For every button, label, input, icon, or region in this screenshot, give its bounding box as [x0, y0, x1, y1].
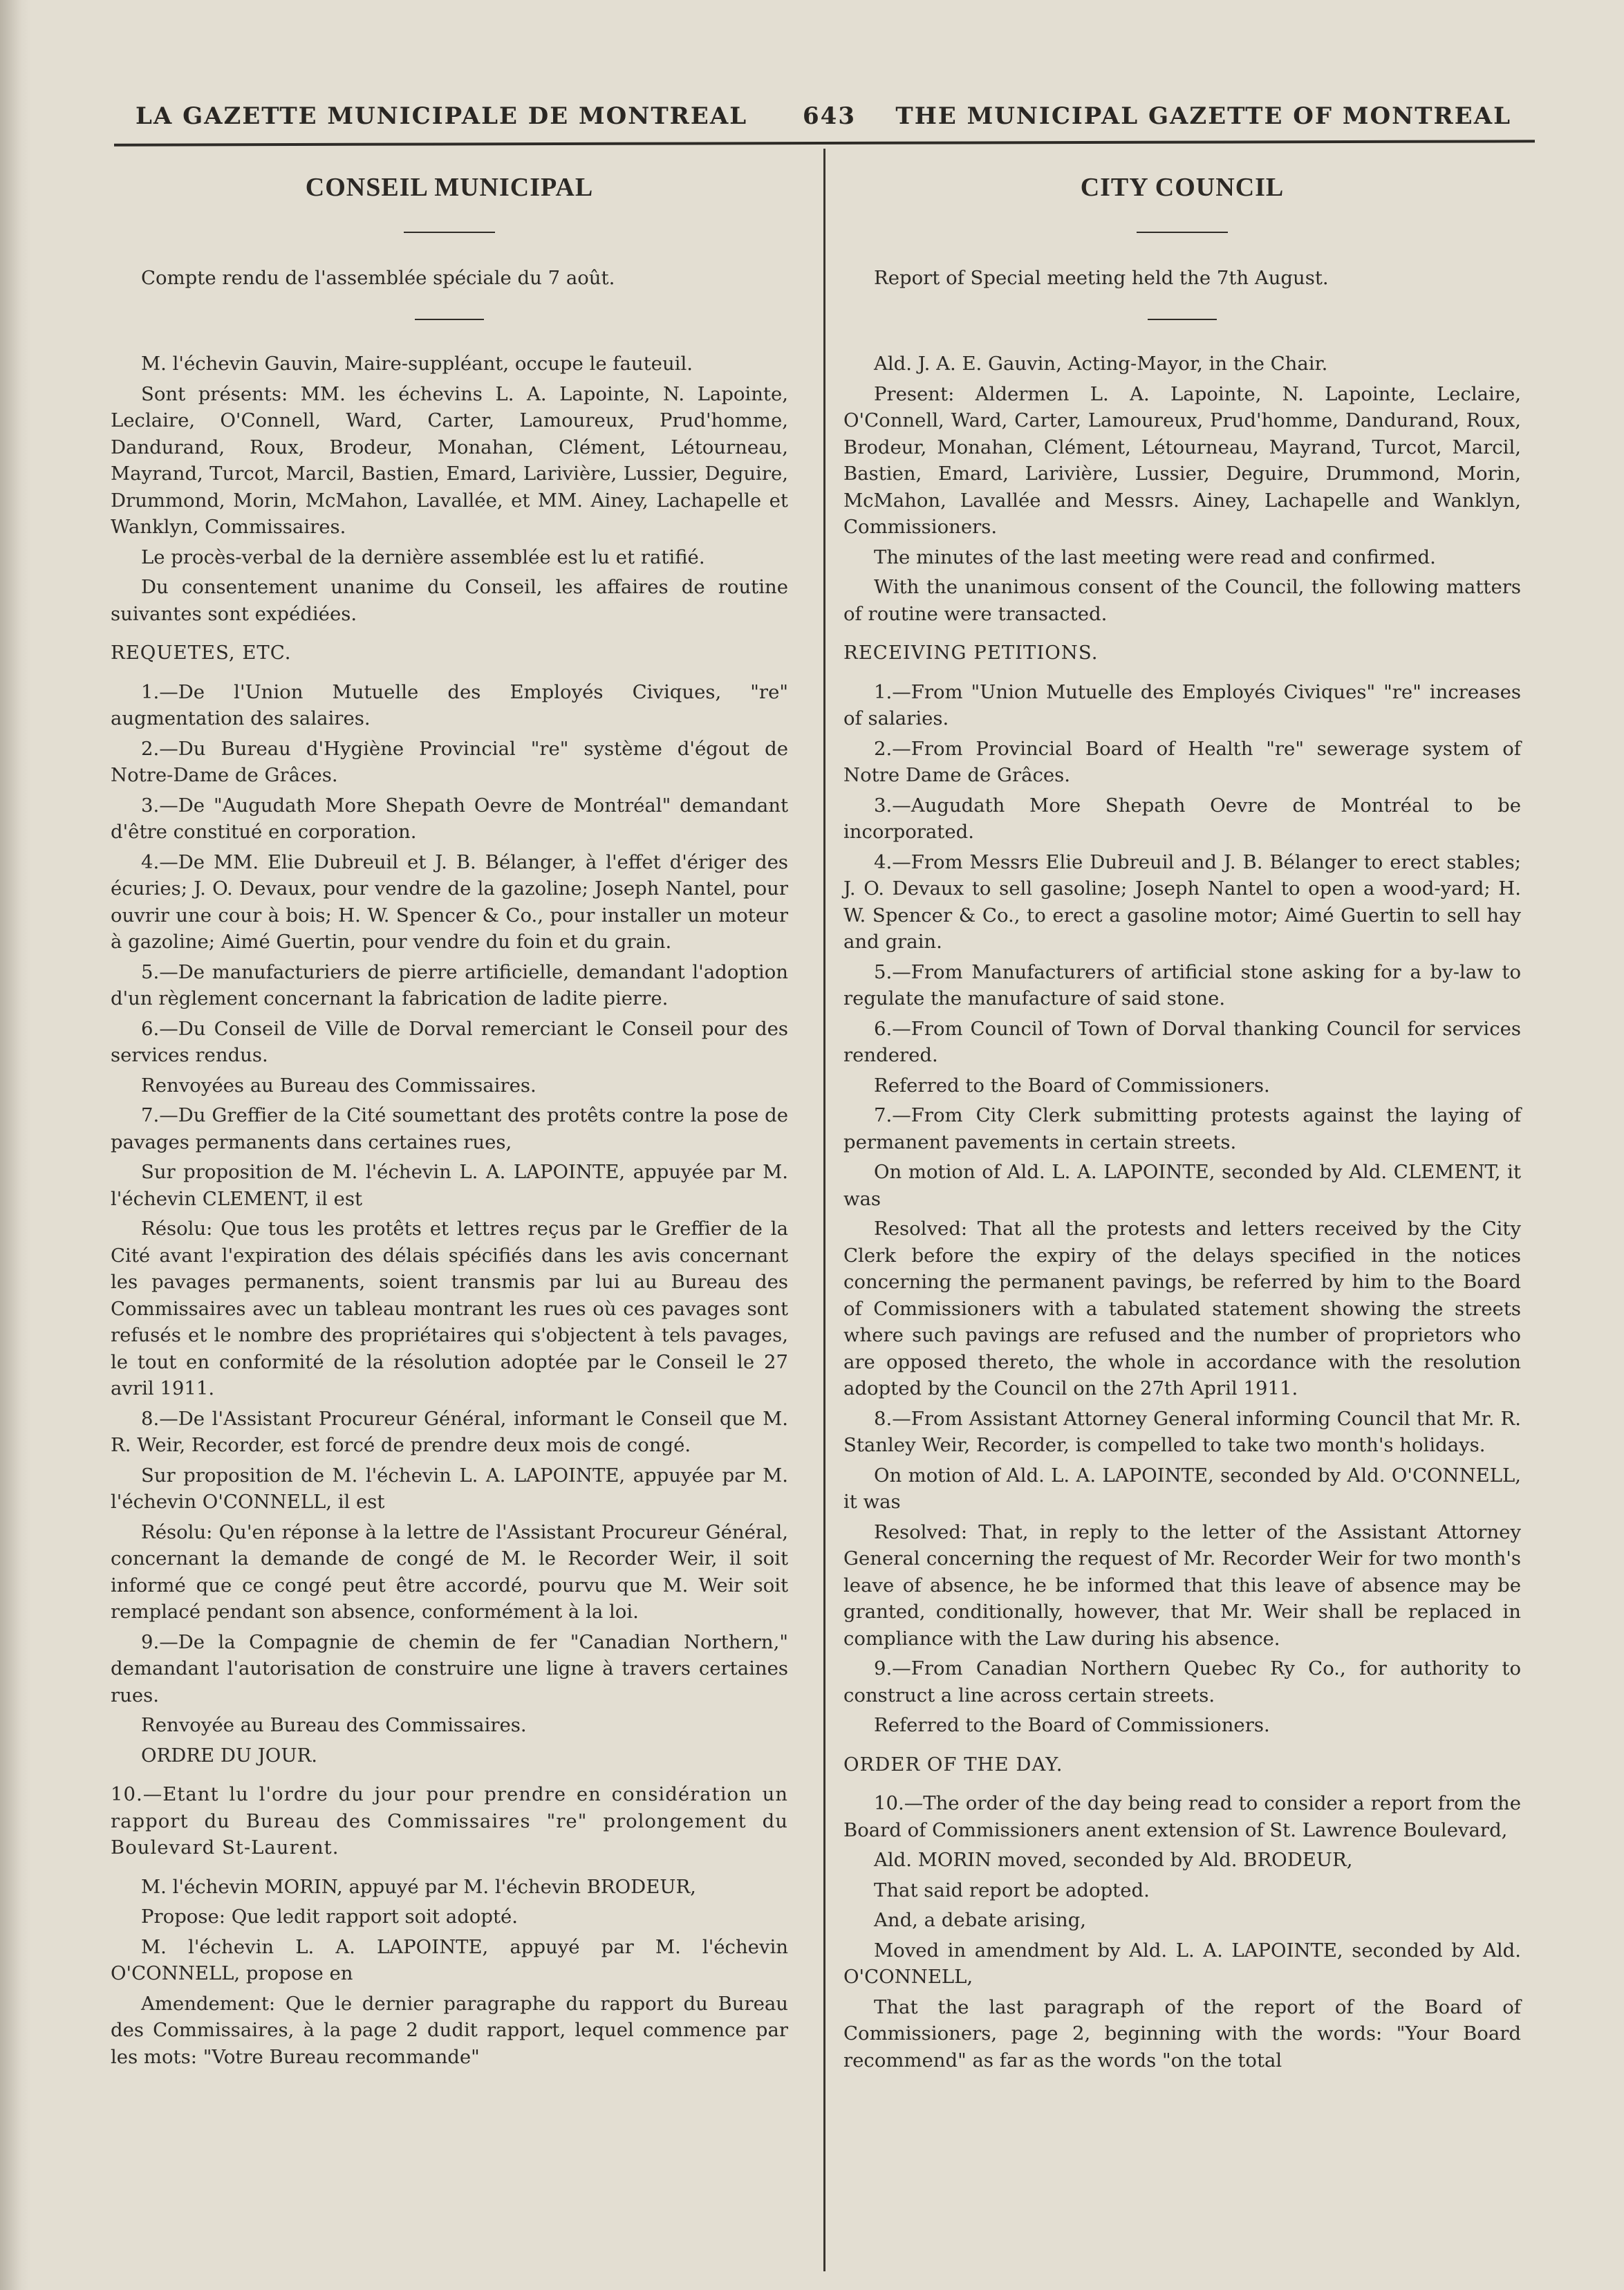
title-dash — [1137, 232, 1228, 233]
paragraph: Sur proposition de M. l'échevin L. A. LAPOINTE, appuyée par M. l'échevin CLEMENT, il est — [111, 1161, 788, 1210]
french-section-title: CONSEIL MUNICIPAL — [305, 173, 594, 202]
paragraph: Renvoyée au Bureau des Commissaires. — [141, 1714, 527, 1736]
page-number: 643 — [803, 102, 856, 130]
paragraph: Ald. MORIN moved, seconded by Ald. BRODEUR, — [874, 1849, 1353, 1871]
paragraph: 3.—De "Augudath More Shepath Oevre de Montréal" demandant d'être constitué en corporation. — [111, 794, 788, 843]
paragraph: Renvoyées au Bureau des Commissaires. — [141, 1074, 536, 1097]
paragraph: 10.—The order of the day being read to consider a report from the Board of Commissioners anent extension of St. Lawrence Boulevard, — [843, 1792, 1521, 1841]
section-heading: REQUETES, ETC. — [111, 642, 292, 664]
paragraph: M. l'échevin L. A. LAPOINTE, appuyé par M. l'échevin O'CONNELL, propose en — [111, 1935, 788, 1984]
paragraph: Resolved: That, in reply to the letter of the Assistant Attorney General concerning the request of Mr. Recorder Weir for two month's leave of absence, he be informed that this leave of absence may be granted, conditionally, however, that Mr. Weir shall be replaced in compliance with the Law during his absence. — [843, 1520, 1521, 1650]
title-dash — [404, 232, 495, 233]
paragraph: Referred to the Board of Commissioners. — [874, 1074, 1270, 1097]
paragraph: Du consentement unanime du Conseil, les affaires de routine suivantes sont expédiées. — [111, 576, 788, 625]
paragraph: That the last paragraph of the report of the Board of Commissioners, page 2, beginning with the words: "Your Board recommend" as far as the words "on the total — [843, 1995, 1521, 2072]
paragraph: 7.—From City Clerk submitting protests against the laying of permanent pavements in certain streets. — [843, 1104, 1521, 1153]
paragraph: 2.—From Provincial Board of Health "re" sewerage system of Notre Dame de Grâces. — [843, 737, 1521, 786]
paragraph: 2.—Du Bureau d'Hygiène Provincial "re" système d'égout de Notre-Dame de Grâces. — [111, 737, 788, 786]
paragraph: 6.—Du Conseil de Ville de Dorval remerciant le Conseil pour des services rendus. — [111, 1017, 788, 1066]
paragraph: 4.—From Messrs Elie Dubreuil and J. B. Bélanger to erect stables; J. O. Devaux to sell gasoline; Joseph Nantel to open a wood-yard; H. W. Spencer & Co., to erect a gasoline motor; Aimé Guertin to sell hay and grain. — [843, 850, 1521, 953]
paragraph: Résolu: Qu'en réponse à la lettre de l'Assistant Procureur Général, concernant la demande de congé de M. le Recorder Weir, il soit informé que ce congé peut être accordé, pourvu que M. Weir soit remplacé pendant son absence, conformément à la loi. — [111, 1520, 788, 1623]
paragraph: Sur proposition de M. l'échevin L. A. LAPOINTE, appuyée par M. l'échevin O'CONNELL, il est — [111, 1464, 788, 1513]
paragraph: 5.—De manufacturiers de pierre artificielle, demandant l'adoption d'un règlement concernant la fabrication de ladite pierre. — [111, 960, 788, 1009]
paragraph: Present: Aldermen L. A. Lapointe, N. Lapointe, Leclaire, O'Connell, Ward, Carter, Lamoureux, Prud'homme, Dandurand, Roux, Brodeur, Monahan, Clément, Létourneau, Mayrand, Turcot, Marcil, Bastien, Emard, Larivière, Lussier, Deguire, Drummond, Morin, McMahon, Lavallée and Messrs. Ainey, Lachapelle and Wanklyn, Commissioners. — [843, 382, 1521, 538]
section-heading: 10.—Etant lu l'ordre du jour pour prendre en considération un rapport du Bureau des Commissaires "re" prolongement du Boulevard St-Laurent. — [111, 1783, 788, 1859]
subtitle-dash — [415, 319, 484, 320]
section-heading: ORDER OF THE DAY. — [843, 1753, 1063, 1776]
english-subtitle: Report of Special meeting held the 7th August. — [874, 266, 1329, 289]
paragraph: 3.—Augudath More Shepath Oevre de Montréal to be incorporated. — [843, 794, 1521, 843]
paragraph: And, a debate arising, — [874, 1909, 1087, 1931]
header-english-title: THE MUNICIPAL GAZETTE OF MONTREAL — [895, 102, 1511, 130]
paragraph: Resolved: That all the protests and letters received by the City Clerk before the expiry of the delays specified in the notices concerning the permanent pavings, be referred by him to the Board of Commissioners with a tabulated statement showing the streets where such pavings are refused and the number of proprietors who are opposed thereto, the whole in accordance with the resolution adopted by the Council on the 27th April 1911. — [843, 1218, 1521, 1399]
paragraph: 8.—De l'Assistant Procureur Général, informant le Conseil que M. R. Weir, Recorder, est forcé de prendre deux mois de congé. — [111, 1407, 788, 1456]
page-edge-shadow — [0, 0, 30, 2290]
paragraph: Propose: Que ledit rapport soit adopté. — [141, 1906, 519, 1928]
section-heading: RECEIVING PETITIONS. — [843, 642, 1099, 664]
french-body — [111, 351, 788, 2070]
paragraph: 6.—From Council of Town of Dorval thanking Council for services rendered. — [843, 1017, 1521, 1066]
paragraph: Le procès-verbal de la dernière assemblée est lu et ratifié. — [141, 546, 705, 568]
paragraph: 8.—From Assistant Attorney General informing Council that Mr. R. Stanley Weir, Recorder, is compelled to take two month's holidays. — [843, 1407, 1521, 1456]
paragraph: 1.—De l'Union Mutuelle des Employés Civiques, "re" augmentation des salaires. — [111, 680, 788, 729]
paragraph: ORDRE DU JOUR. — [141, 1744, 317, 1767]
paragraph: M. l'échevin Gauvin, Maire-suppléant, occupe le fauteuil. — [141, 353, 693, 375]
paragraph: That said report be adopted. — [874, 1879, 1150, 1901]
paragraph: Ald. J. A. E. Gauvin, Acting-Mayor, in the Chair. — [874, 353, 1328, 375]
paragraph: Résolu: Que tous les protêts et lettres reçus par le Greffier de la Cité avant l'expiration des délais spécifiés dans les avis concernant les pavages permanents, soient transmis par lui au Bureau des Commissaires avec un tableau montrant les rues où ces pavages sont refusés et le nombre des propriétaires qui s'objectent à tels pavages, le tout en conformité de la résolution adoptée par le Conseil le 27 avril 1911. — [111, 1218, 788, 1399]
french-subtitle: Compte rendu de l'assemblée spéciale du 7 août. — [141, 266, 615, 289]
english-section-title: CITY COUNCIL — [1080, 173, 1285, 202]
paragraph: 9.—From Canadian Northern Quebec Ry Co., for authority to construct a line across certain streets. — [843, 1657, 1521, 1706]
running-header — [136, 102, 1511, 144]
column-divider — [823, 149, 825, 2271]
french-column — [111, 166, 788, 2074]
paragraph: 7.—Du Greffier de la Cité soumettant des protêts contre la pose de pavages permanents dans certaines rues, — [111, 1104, 788, 1153]
header-french-title: LA GAZETTE MUNICIPALE DE MONTREAL — [136, 102, 748, 130]
paragraph: Sont présents: MM. les échevins L. A. Lapointe, N. Lapointe, Leclaire, O'Connell, Ward, Carter, Lamoureux, Prud'homme, Dandurand, Roux, Brodeur, Monahan, Clément, Létourneau, Mayrand, Turcot, Marcil, Bastien, Emard, Larivière, Lussier, Deguire, Drummond, Morin, McMahon, Lavallée, et MM. Ainey, Lachapelle et Wanklyn, Commissaires. — [111, 382, 788, 538]
paragraph: Moved in amendment by Ald. L. A. LAPOINTE, seconded by Ald. O'CONNELL, — [843, 1939, 1521, 1988]
english-column — [843, 166, 1521, 2077]
paragraph: Referred to the Board of Commissioners. — [874, 1714, 1270, 1736]
paragraph: With the unanimous consent of the Council, the following matters of routine were transacted. — [843, 576, 1521, 625]
subtitle-dash — [1148, 319, 1217, 320]
paragraph: The minutes of the last meeting were read and confirmed. — [874, 546, 1436, 568]
english-body — [843, 351, 1521, 2074]
paragraph: 1.—From "Union Mutuelle des Employés Civiques" "re" increases of salaries. — [843, 680, 1521, 729]
paragraph: Amendement: Que le dernier paragraphe du rapport du Bureau des Commissaires, à la page 2 dudit rapport, lequel commence par les mots: "Votre Bureau recommande" — [111, 1992, 788, 2068]
paragraph: On motion of Ald. L. A. LAPOINTE, seconded by Ald. CLEMENT, it was — [843, 1161, 1521, 1210]
paragraph: M. l'échevin MORIN, appuyé par M. l'échevin BRODEUR, — [141, 1875, 696, 1898]
paragraph: 9.—De la Compagnie de chemin de fer "Canadian Northern," demandant l'autorisation de construire une ligne à travers certaines rues. — [111, 1630, 788, 1706]
paragraph: 5.—From Manufacturers of artificial stone asking for a by-law to regulate the manufacture of said stone. — [843, 960, 1521, 1009]
paragraph: 4.—De MM. Elie Dubreuil et J. B. Bélanger, à l'effet d'ériger des écuries; J. O. Devaux, pour vendre de la gazoline; Joseph Nantel, pour ouvrir une cour à bois; H. W. Spencer & Co., pour installer un moteur à gazoline; Aimé Guertin, pour vendre du foin et du grain. — [111, 850, 788, 953]
paragraph: On motion of Ald. L. A. LAPOINTE, seconded by Ald. O'CONNELL, it was — [843, 1464, 1521, 1513]
